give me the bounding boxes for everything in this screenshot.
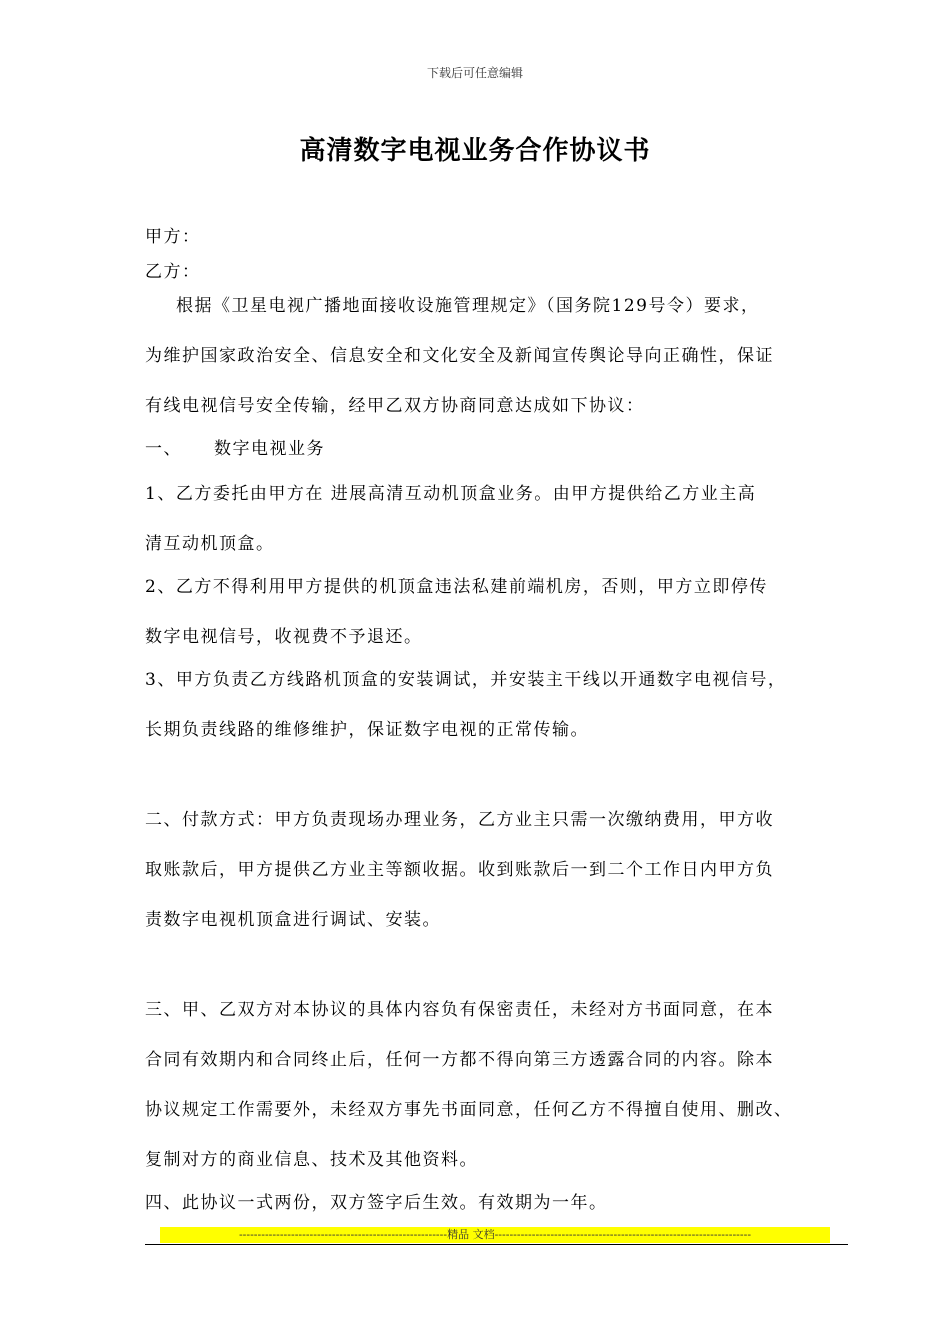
footer-watermark: --------------------------------------------------------精品 文档--------------------------------------------------------------------- [160,1227,830,1243]
section1-line: 清互动机顶盒。 [145,534,275,554]
party-a-label: 甲方： [145,227,201,247]
document-title: 高清数字电视业务合作协议书 [299,136,651,166]
section1-line: 2、乙方不得利用甲方提供的机顶盒违法私建前端机房，否则，甲方立即停传 [145,577,768,597]
section2-line: 二、付款方式：甲方负责现场办理业务，乙方业主只需一次缴纳费用，甲方收 [145,810,774,830]
section3-line: 合同有效期内和合同终止后，任何一方都不得向第三方透露合同的内容。除本 [145,1050,774,1070]
intro-line: 为维护国家政治安全、信息安全和文化安全及新闻宣传舆论导向正确性，保证 [145,346,774,366]
footer-rule [145,1244,848,1245]
section3-line: 复制对方的商业信息、技术及其他资料。 [145,1150,478,1170]
section4-line: 四、此协议一式两份，双方签字后生效。有效期为一年。 [145,1193,608,1213]
section2-line: 责数字电视机顶盒进行调试、安装。 [145,910,441,930]
intro-line: 有线电视信号安全传输，经甲乙双方协商同意达成如下协议： [145,396,645,416]
section1-line: 3、甲方负责乙方线路机顶盒的安装调试，并安装主干线以开通数字电视信号， [145,670,787,690]
header-note: 下载后可任意编辑 [426,66,523,80]
section1-line: 长期负责线路的维修维护，保证数字电视的正常传输。 [145,720,589,740]
section1-line: 1、乙方委托由甲方在 进展高清互动机顶盒业务。由甲方提供给乙方业主高 [145,484,757,504]
section2-line: 取账款后，甲方提供乙方业主等额收据。收到账款后一到二个工作日内甲方负 [145,860,774,880]
section1-line: 数字电视信号，收视费不予退还。 [145,627,423,647]
section3-line: 协议规定工作需要外，未经双方事先书面同意，任何乙方不得擅自使用、删改、 [145,1100,793,1120]
section1-number: 一、 [145,439,182,459]
intro-line: 根据《卫星电视广播地面接收设施管理规定》（国务院129号令）要求， [176,296,760,316]
section1-heading [145,438,325,460]
section1-title: 数字电视业务 [214,439,325,459]
party-b-label: 乙方： [145,262,201,282]
section3-line: 三、甲、乙双方对本协议的具体内容负有保密责任，未经对方书面同意，在本 [145,1000,774,1020]
